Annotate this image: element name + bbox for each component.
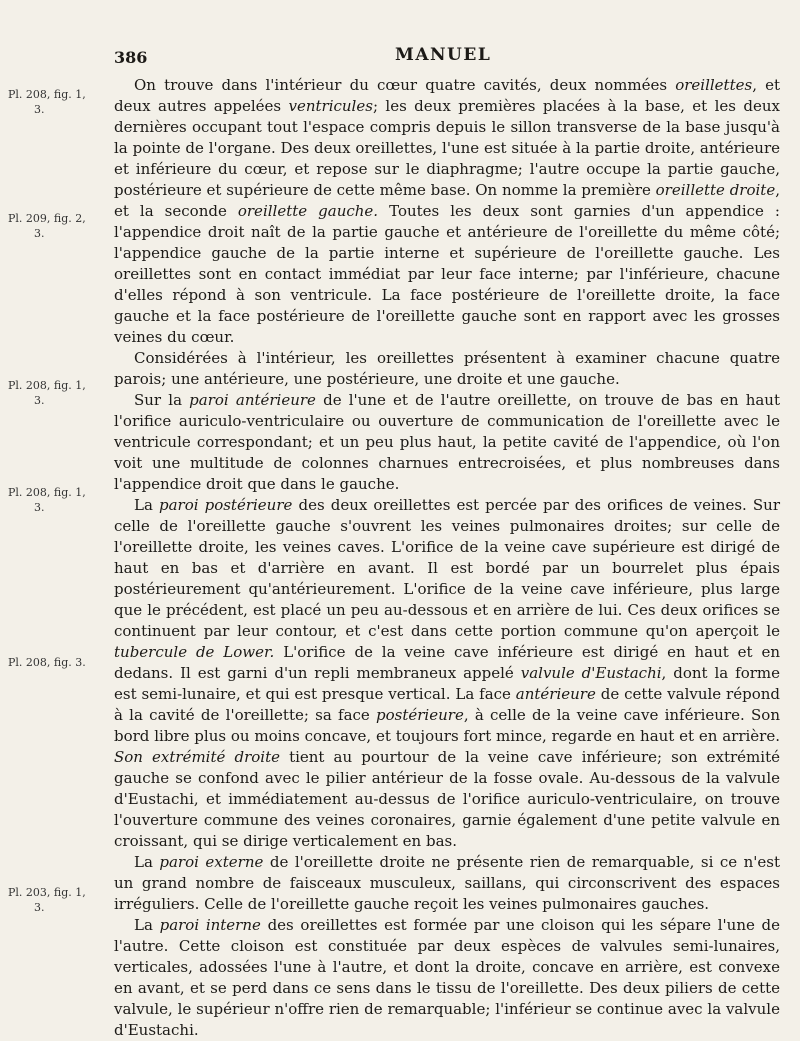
text-run: de l'une et de l'autre oreillette, on trouve de bas en haut l'orifice auriculo-ventriculaire ou ouverture de communication de l'oreillette avec le ventricule correspondant; et un peu plus haut, la petite cavité de l'appendice, où l'on voit une multitude de colonnes charnues entrecroisées, et plus nombreuses dans l'appendice droit que dans le gauche. (114, 391, 780, 493)
margin-note-plate-reference (8, 655, 112, 670)
margin-note-plate-reference (8, 378, 112, 408)
body-text (114, 75, 780, 1041)
margin-note-ref: Pl. 203, fig. 1, (8, 886, 86, 899)
margin-note-plate-reference (8, 87, 112, 117)
italic-term: valvule d'Eustachi (520, 664, 662, 682)
text-run: Considérées à l'intérieur, les oreillettes présentent à examiner chacune quatre parois; une antérieure, une postérieure, une droite et une gauche. (114, 349, 780, 388)
text-run: La (134, 853, 160, 871)
paragraph (114, 348, 780, 390)
italic-term: paroi antérieure (189, 391, 316, 409)
margin-note-ref: Pl. 208, fig. 3. (8, 656, 86, 669)
margin-notes (0, 0, 112, 1010)
margin-note-fig: 3. (34, 394, 45, 407)
paragraph (114, 495, 780, 852)
margin-note-fig: 3. (34, 501, 45, 514)
paragraph (114, 75, 780, 348)
margin-note-plate-reference (8, 885, 112, 915)
text-run: Sur la (134, 391, 190, 409)
text-run: La (134, 496, 159, 514)
text-run: Toutes les deux sont garnies d'un appendice : l'appendice droit naît de la partie gauche et antérieure de l'oreillette du même côté; l'appendice gauche de la partie interne et supérieure de l'oreillette gauche. Les oreillettes sont en contact immédiat par leur face interne; par l'inférieure, chacune d'elles répond à son ventricule. La face postérieure de l'oreillette droite, la face gauche et la face postérieure de l'oreillette gauche sont en rapport avec les grosses veines du cœur. (114, 202, 780, 346)
page-header (0, 45, 800, 74)
page-number: 386 (114, 48, 148, 67)
text-run: , et la seconde (114, 181, 780, 220)
italic-term: paroi interne (159, 916, 261, 934)
italic-term: oreillettes (675, 76, 753, 94)
italic-term: oreillette gauche. (237, 202, 379, 220)
text-run: L'orifice de la veine cave inférieure est dirigé en haut et en dedans. Il est garni d'un repli membraneux appelé (114, 643, 780, 682)
italic-term: Son extrémité droite (114, 748, 280, 766)
text-run: , à celle de la veine cave inférieure. Son bord libre plus ou moins concave, et toujours fort mince, regarde en haut et en arrière. (114, 706, 780, 745)
text-run: ; les deux premières placées à la base, et les deux dernières occupant tout l'espace compris depuis le sillon transverse de la base jusqu'à la pointe de l'organe. Des deux oreillettes, l'une est située à la partie droite, antérieure et inférieure du cœur, et repose sur le diaphragme; l'autre occupe la partie gauche, postérieure et supérieure de cette même base. On nomme la première (114, 97, 780, 199)
margin-note-fig: 3. (34, 901, 45, 914)
margin-note-fig: 3. (34, 103, 45, 116)
margin-note-ref: Pl. 209, fig. 2, (8, 212, 86, 225)
text-run: de cette valvule répond à la cavité de l'oreillette; sa face (114, 685, 780, 724)
italic-term: tubercule de Lower. (114, 643, 275, 661)
running-title: MANUEL (395, 45, 492, 65)
text-run: , et deux autres appelées (114, 76, 780, 115)
text-run: La (134, 916, 160, 934)
text-run: tient au pourtour de la veine cave inférieure; son extrémité gauche se confond avec le pilier antérieur de la fosse ovale. Au-dessous de la valvule d'Eustachi, et immédiatement au-dessus de l'orifice auriculo-ventriculaire, on trouve l'ouverture commune des veines coronaires, garnie également d'une petite valvule en croissant, qui se dirige verticalement en bas. (114, 748, 780, 850)
margin-note-plate-reference (8, 485, 112, 515)
italic-term: postérieure (376, 706, 464, 724)
margin-note-ref: Pl. 208, fig. 1, (8, 486, 86, 499)
text-run: On trouve dans l'intérieur du cœur quatre cavités, deux nommées (134, 76, 676, 94)
margin-note-ref: Pl. 208, fig. 1, (8, 379, 86, 392)
margin-note-fig: 3. (34, 227, 45, 240)
paragraph (114, 852, 780, 915)
margin-note-plate-reference (8, 211, 112, 241)
italic-term: oreillette droite (655, 181, 776, 199)
text-run: des deux oreillettes est percée par des orifices de veines. Sur celle de l'oreillette gauche s'ouvrent les veines pulmonaires droites; sur celle de l'oreillette droite, les veines caves. L'orifice de la veine cave supérieure est dirigé de haut en bas et d'arrière en avant. Il est bordé par un bourrelet plus épais postérieurement qu'antérieurement. L'orifice de la veine cave inférieure, plus large que le précédent, est placé un peu au-dessous et en arrière de lui. Ces deux orifices se continuent par leur contour, et c'est dans cette portion commune qu'on aperçoit le (114, 496, 781, 640)
text-run: , dont la forme est semi-lunaire, et qui est presque vertical. La face (114, 664, 780, 703)
text-run: de l'oreillette droite ne présente rien de remarquable, si ce n'est un grand nombre de faisceaux musculeux, saillans, qui circonscrivent des espaces irréguliers. Celle de l'oreillette gauche reçoit les veines pulmonaires gauches. (114, 853, 780, 913)
italic-term: antérieure (515, 685, 596, 703)
paragraph (114, 390, 780, 495)
paragraph (114, 915, 780, 1041)
italic-term: paroi postérieure (158, 496, 293, 514)
italic-term: paroi externe (159, 853, 264, 871)
italic-term: ventricules (288, 97, 373, 115)
text-run: des oreillettes est formée par une cloison qui les sépare l'une de l'autre. Cette cloison est constituée par deux espèces de valvules semi-lunaires, verticales, adossées l'une à l'autre, et dont la droite, concave en arrière, est convexe en avant, et se perd dans ce sens dans le tissu de l'oreillette. Des deux piliers de cette valvule, le supérieur n'offre rien de remarquable; l'inférieur se continue avec la valvule d'Eustachi. (114, 916, 781, 1039)
margin-note-ref: Pl. 208, fig. 1, (8, 88, 86, 101)
